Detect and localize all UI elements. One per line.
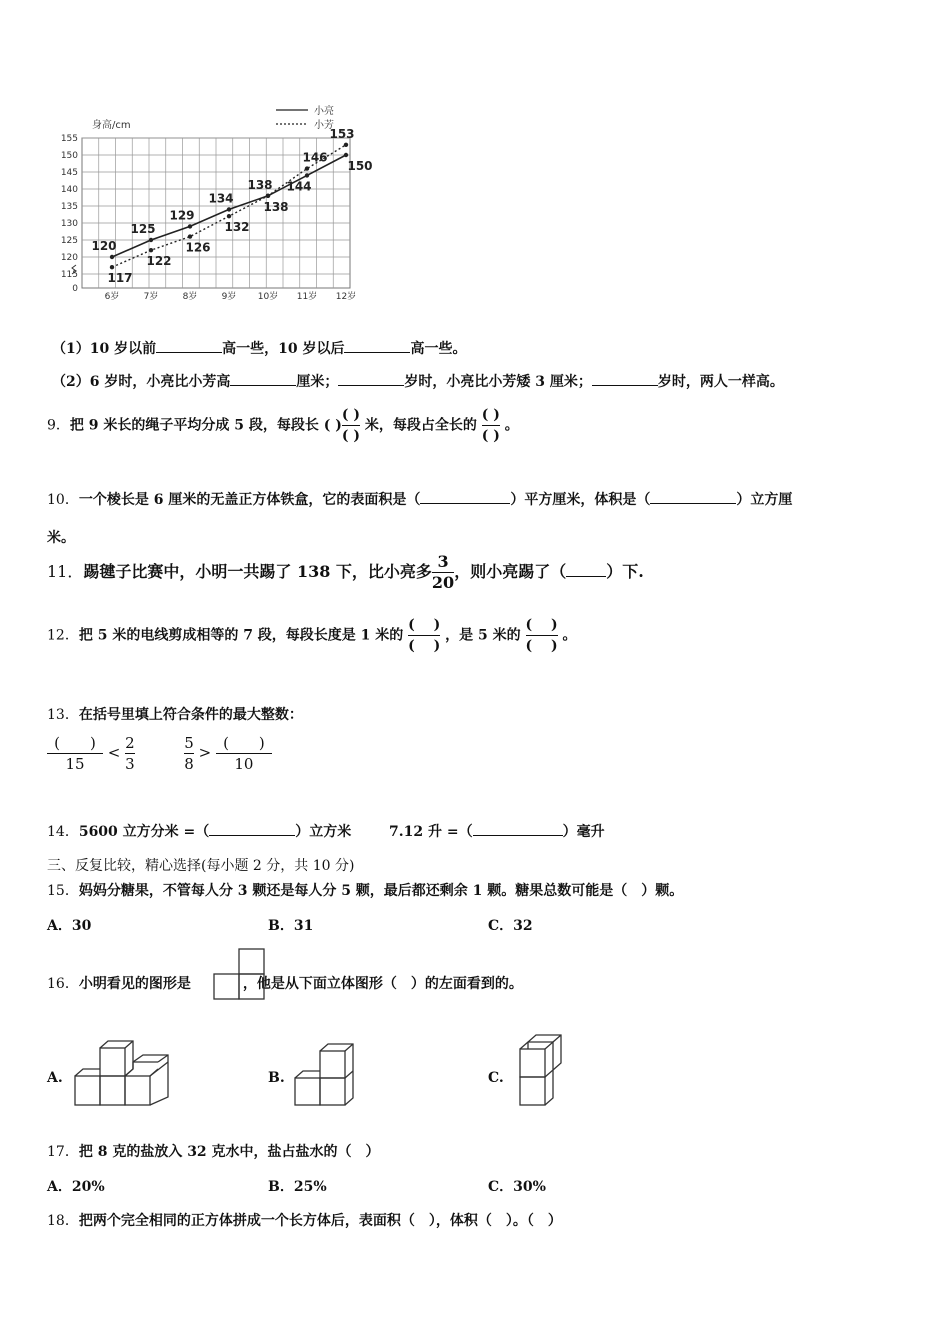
q13-fraction-2: $\frac{2}{3}$ [125,734,135,773]
y-tick-label: 135 [60,202,78,212]
data-label: 150 [347,159,373,173]
q13-fraction-4: $\frac{( )}{10}$ [216,733,272,774]
data-point [227,214,231,218]
q12-fraction-2: $\frac{( )}{( )}$ [525,617,558,654]
data-label: 138 [263,199,289,214]
legend-label: 小亮 [314,106,334,117]
question-18: 18．把两个完全相同的正方体拼成一个长方体后，表面积（ ），体积（ ）。（ ） [47,1213,562,1229]
q16-option-a[interactable]: A. [47,1070,63,1086]
data-point [344,143,348,147]
data-label: 129 [169,208,195,223]
q13-inequalities: $\frac{( )}{15}$ < $\frac{2}{3}$ $\frac{5}{8}$ > $\frac{( )}{10}$ [47,733,272,774]
y-axis-label: 身高/cm [92,120,131,131]
data-point [227,207,231,211]
data-label: 122 [146,254,172,269]
question-10: 10．一个棱长是 6 厘米的无盖正方体铁盒，它的表面积是（ ）平方厘米，体积是（ ）立方厘 [47,492,793,508]
data-point [188,234,192,238]
data-point [188,224,192,228]
data-point [305,173,309,177]
data-label: 134 [208,191,234,206]
q11-fraction: $\frac{3}{20}$ [431,552,455,592]
q15-option-c[interactable]: C．32 [488,918,533,934]
data-label: 144 [286,179,312,194]
q16-option-a-solid [70,1038,180,1110]
y-tick-label: 155 [60,134,78,144]
q16-option-c[interactable]: C. [488,1070,504,1086]
q9-fraction-1: $\frac{( )}{( )}$ [341,407,361,444]
q16-option-c-solid [512,1030,572,1110]
question-15: 15．妈妈分糖果，不管每人分 3 颗还是每人分 5 颗，最后都还剩余 1 颗。糖果总数可能是（ ）颗。 [47,883,684,899]
q12-fraction-1: $\frac{( )}{( )}$ [408,617,441,654]
q15-option-b[interactable]: B．31 [268,918,314,934]
data-point [266,194,270,198]
data-point [305,166,309,170]
question-11: 11．踢毽子比赛中，小明一共踢了 138 下，比小亮多 $\frac{3}{20}$ ，则小亮踢了（ ）下. [47,552,644,592]
legend-label: 小芳 [314,120,334,131]
q16-option-b[interactable]: B. [268,1070,285,1086]
x-tick-label: 9岁 [221,292,237,302]
data-label: 126 [185,240,211,255]
q9-blank-whole: ( ) [323,417,342,434]
y-tick-label: 0 [72,284,78,294]
x-tick-label: 11岁 [296,292,318,302]
data-label: 117 [107,271,133,286]
x-tick-label: 6岁 [104,292,120,302]
data-point [344,153,348,157]
q13-fraction-3: $\frac{5}{8}$ [184,734,194,773]
data-point [110,265,114,269]
x-tick-label: 12岁 [335,292,357,302]
q8-part2: （2）6 岁时，小亮比小芳高 厘米； 岁时，小亮比小芳矮 3 厘米； 岁时，两人一样高。 [52,374,784,390]
data-label: 132 [224,220,250,235]
y-tick-label: 125 [60,236,78,246]
data-label: 138 [247,177,273,192]
y-tick-label: 150 [60,151,78,161]
x-tick-label: 8岁 [182,292,198,302]
y-tick-label: 145 [60,168,78,178]
y-tick-label: 140 [60,185,78,195]
y-tick-label: 120 [60,253,78,263]
data-label: 125 [130,222,156,236]
data-point [149,238,153,242]
section-3-heading: 三、反复比较，精心选择(每小题 2 分，共 10 分) [47,858,355,874]
question-10-cont: 米。 [47,530,75,546]
question-14: 14．5600 立方分米 =（ ）立方米 7.12 升 =（ ）毫升 [47,824,605,840]
q13-fraction-1: $\frac{( )}{15}$ [47,733,103,774]
q17-option-a[interactable]: A．20% [47,1179,105,1195]
question-12: 12．把 5 米的电线剪成相等的 7 段，每段长度是 1 米的 $\frac{( )}{( )}$ ，是 5 米的 $\frac{( )}{( )}$ 。 [47,617,577,654]
question-17: 17．把 8 克的盐放入 32 克水中，盐占盐水的（ ） [47,1144,380,1160]
data-point [110,255,114,259]
y-tick-label: 115 [60,270,78,280]
question-9: 9．把 9 米长的绳子平均分成 5 段，每段长 ( ) $\frac{( )}{( )}$ 米，每段占全长的 $\frac{( )}{( )}$ 。 [47,407,519,444]
q17-option-b[interactable]: B．25% [268,1179,327,1195]
data-label: 146 [302,150,328,165]
height-line-chart [50,98,373,316]
q9-fraction-2: $\frac{( )}{( )}$ [481,407,500,444]
question-13: 13．在括号里填上符合条件的最大整数： [47,707,303,723]
x-tick-label: 10岁 [257,292,279,302]
x-tick-label: 7岁 [143,292,159,302]
q17-option-c[interactable]: C．30% [488,1179,546,1195]
data-label: 120 [91,239,117,253]
q15-option-a[interactable]: A．30 [47,918,92,934]
q16-left-view-figure [212,947,268,1001]
data-point [149,248,153,252]
q16-option-b-solid [290,1040,362,1110]
y-tick-label: 130 [60,219,78,229]
question-16: 16．小明看见的图形是 ，他是从下面立体图形（ ）的左面看到的。 [47,976,523,992]
q8-part1: （1）10 岁以前 高一些，10 岁以后 高一些。 [52,341,467,357]
data-label: 153 [329,126,355,141]
